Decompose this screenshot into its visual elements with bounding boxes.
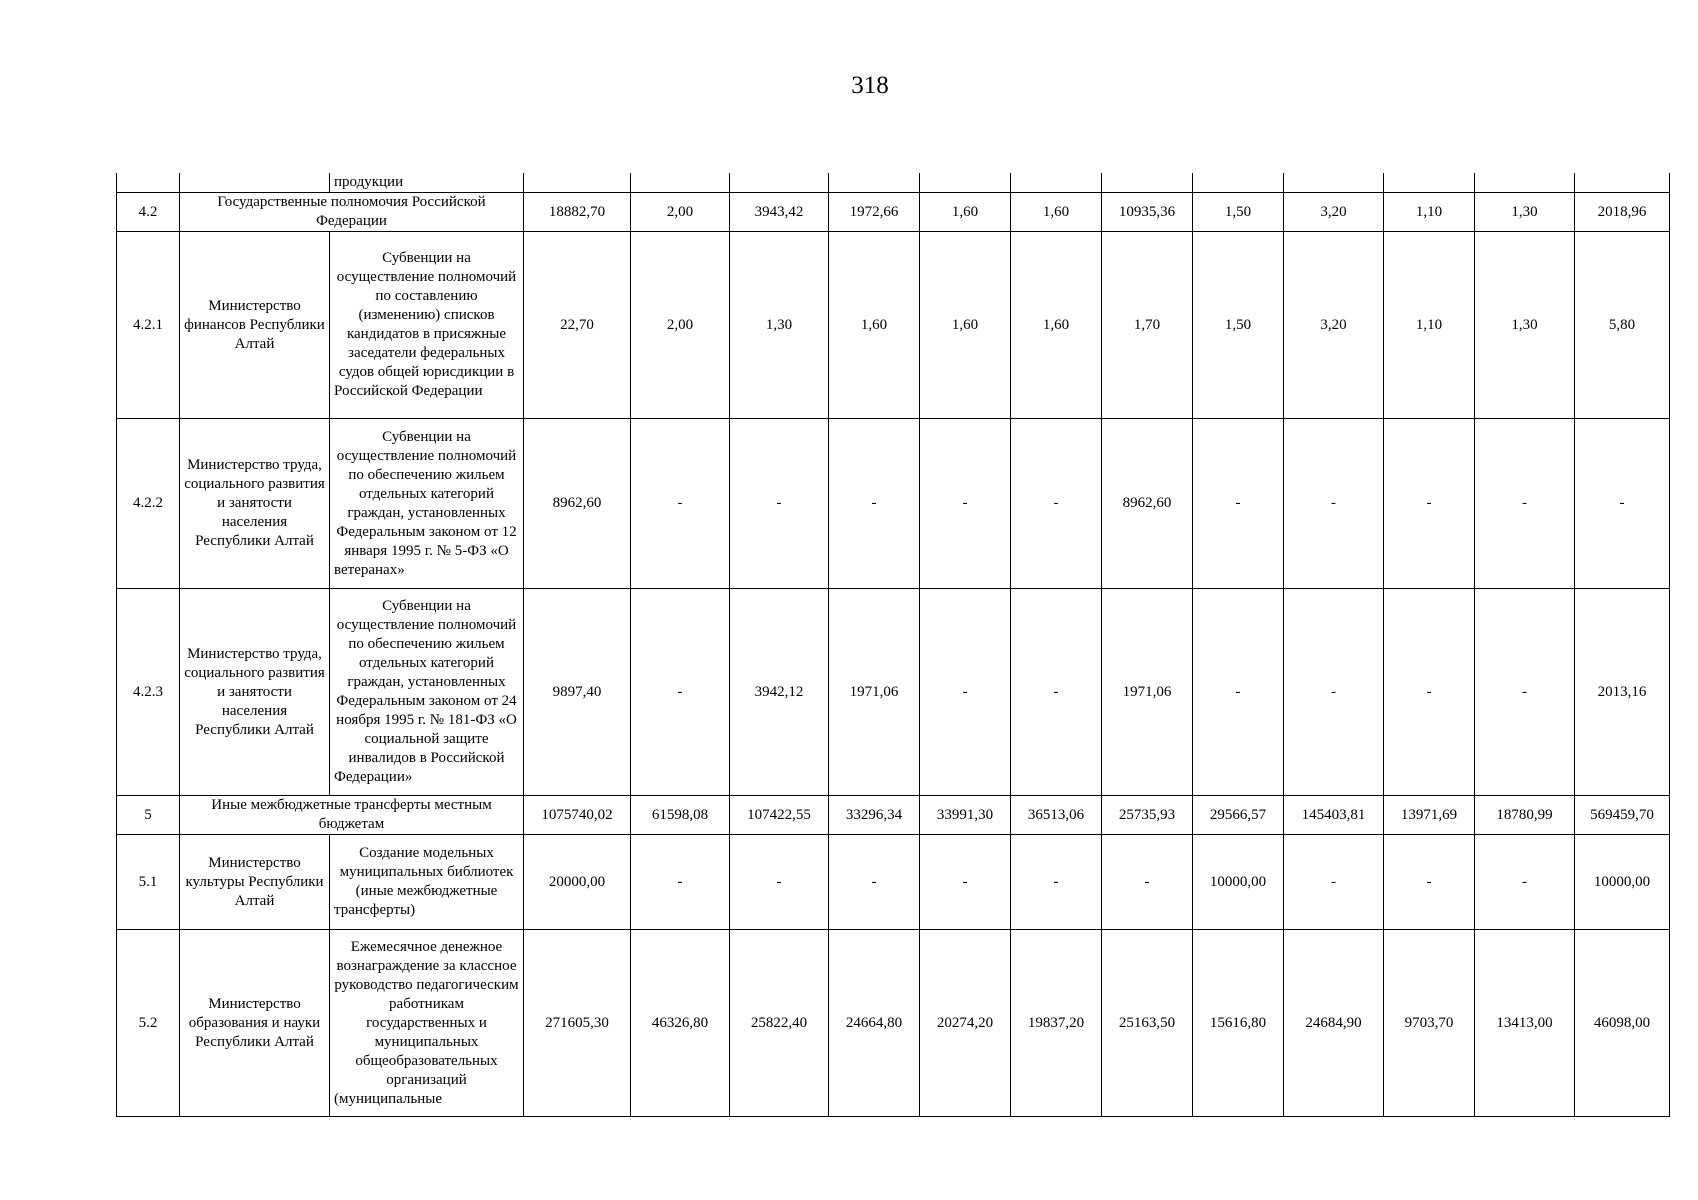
value-cell: 20274,20 [920,930,1011,1117]
item-row [117,930,1670,1117]
value-cell: - [730,835,829,930]
value-cell: 1,60 [829,232,920,419]
value-cell: 61598,08 [631,796,730,835]
value-cell: 33991,30 [920,796,1011,835]
value-cell: - [829,419,920,589]
value-cell: 3942,12 [730,589,829,796]
row-code: 5 [117,796,180,835]
value-cell: 2,00 [631,193,730,232]
value-cell: - [1102,835,1193,930]
value-cell: 1971,06 [1102,589,1193,796]
value-cell: 25163,50 [1102,930,1193,1117]
value-cell: - [631,419,730,589]
item-row [117,232,1670,419]
value-cell: 2,00 [631,232,730,419]
row-code: 5.1 [117,835,180,930]
item-description: Ежемесячное денежное вознаграждение за классное руководство педагогическим работникам государственных и муниципальных общеобразовательных организаций (муниципальные [330,930,524,1117]
value-cell: 18882,70 [524,193,631,232]
value-cell: 1,60 [1011,193,1102,232]
value-cell: 2018,96 [1575,193,1670,232]
ministry-name: Министерство образования и науки Республики Алтай [180,930,330,1117]
value-cell: 29566,57 [1193,796,1284,835]
budget-table [116,173,1670,1117]
value-cell: - [1284,589,1384,796]
item-description: Субвенции на осуществление полномочий по составлению (изменению) списков кандидатов в присяжные заседатели федеральных судов общей юрисдикции в Российской Федерации [330,232,524,419]
value-cell: 13413,00 [1475,930,1575,1117]
value-cell: 25822,40 [730,930,829,1117]
continuation-row [117,173,1670,193]
value-cell: - [829,835,920,930]
ministry-name: Министерство труда, социального развития и занятости населения Республики Алтай [180,589,330,796]
value-cell: 9897,40 [524,589,631,796]
value-cell: - [1384,835,1475,930]
value-cell: 569459,70 [1575,796,1670,835]
value-cell: 25735,93 [1102,796,1193,835]
value-cell: 1,10 [1384,232,1475,419]
item-row [117,835,1670,930]
value-cell: 1,10 [1384,193,1475,232]
row-code: 4.2.1 [117,232,180,419]
value-cell: 1,60 [1011,232,1102,419]
value-cell: - [1193,589,1284,796]
value-cell: 9703,70 [1384,930,1475,1117]
value-cell: - [1384,589,1475,796]
value-cell: - [730,419,829,589]
value-cell: 1,30 [730,232,829,419]
value-cell: 271605,30 [524,930,631,1117]
item-description: Субвенции на осуществление полномочий по обеспечению жильем отдельных категорий граждан, установленных Федеральным законом от 24 ноября 1995 г. № 181-ФЗ «О социальной защите инвалидов в Российской Федерации» [330,589,524,796]
value-cell: - [920,835,1011,930]
value-cell: - [1575,419,1670,589]
value-cell: 145403,81 [1284,796,1384,835]
value-cell: 10000,00 [1575,835,1670,930]
value-cell: - [920,419,1011,589]
value-cell: 1,60 [920,232,1011,419]
value-cell: 3,20 [1284,232,1384,419]
value-cell: - [1011,419,1102,589]
page-number: 318 [851,72,889,99]
value-cell: 1971,06 [829,589,920,796]
value-cell: - [1475,419,1575,589]
row-code: 4.2.2 [117,419,180,589]
value-cell: 1972,66 [829,193,920,232]
value-cell: 24664,80 [829,930,920,1117]
ministry-name: Министерство труда, социального развития и занятости населения Республики Алтай [180,419,330,589]
item-row [117,589,1670,796]
value-cell: - [1193,419,1284,589]
value-cell: 46326,80 [631,930,730,1117]
value-cell: 24684,90 [1284,930,1384,1117]
value-cell: 18780,99 [1475,796,1575,835]
value-cell: 33296,34 [829,796,920,835]
section-row [117,796,1670,835]
value-cell: 8962,60 [524,419,631,589]
value-cell: 20000,00 [524,835,631,930]
value-cell: 1075740,02 [524,796,631,835]
section-row [117,193,1670,232]
value-cell: 36513,06 [1011,796,1102,835]
value-cell: - [1284,835,1384,930]
value-cell: 107422,55 [730,796,829,835]
value-cell: 1,30 [1475,232,1575,419]
value-cell: - [1011,589,1102,796]
row-code: 4.2 [117,193,180,232]
value-cell: - [1384,419,1475,589]
item-description: Субвенции на осуществление полномочий по обеспечению жильем отдельных категорий граждан, установленных Федеральным законом от 12 января 1995 г. № 5-ФЗ «О ветеранах» [330,419,524,589]
value-cell: - [920,589,1011,796]
value-cell: 2013,16 [1575,589,1670,796]
continuation-description: продукции [330,173,524,193]
ministry-name: Министерство культуры Республики Алтай [180,835,330,930]
value-cell: 1,70 [1102,232,1193,419]
value-cell: - [631,589,730,796]
value-cell: 1,50 [1193,232,1284,419]
value-cell: 22,70 [524,232,631,419]
row-code: 4.2.3 [117,589,180,796]
value-cell: 13971,69 [1384,796,1475,835]
value-cell: 8962,60 [1102,419,1193,589]
value-cell: 10000,00 [1193,835,1284,930]
value-cell: 15616,80 [1193,930,1284,1117]
row-code: 5.2 [117,930,180,1117]
value-cell: 19837,20 [1011,930,1102,1117]
value-cell: - [1284,419,1384,589]
value-cell: 46098,00 [1575,930,1670,1117]
value-cell: - [1475,835,1575,930]
ministry-name: Министерство финансов Республики Алтай [180,232,330,419]
value-cell: 3943,42 [730,193,829,232]
value-cell: 3,20 [1284,193,1384,232]
value-cell: 10935,36 [1102,193,1193,232]
value-cell: 1,60 [920,193,1011,232]
value-cell: - [631,835,730,930]
item-row [117,419,1670,589]
value-cell: - [1475,589,1575,796]
value-cell: 1,50 [1193,193,1284,232]
value-cell: 1,30 [1475,193,1575,232]
item-description: Создание модельных муниципальных библиотек (иные межбюджетные трансферты) [330,835,524,930]
section-title: Государственные полномочия Российской Федерации [180,193,524,232]
value-cell: 5,80 [1575,232,1670,419]
section-title: Иные межбюджетные трансферты местным бюджетам [180,796,524,835]
value-cell: - [1011,835,1102,930]
